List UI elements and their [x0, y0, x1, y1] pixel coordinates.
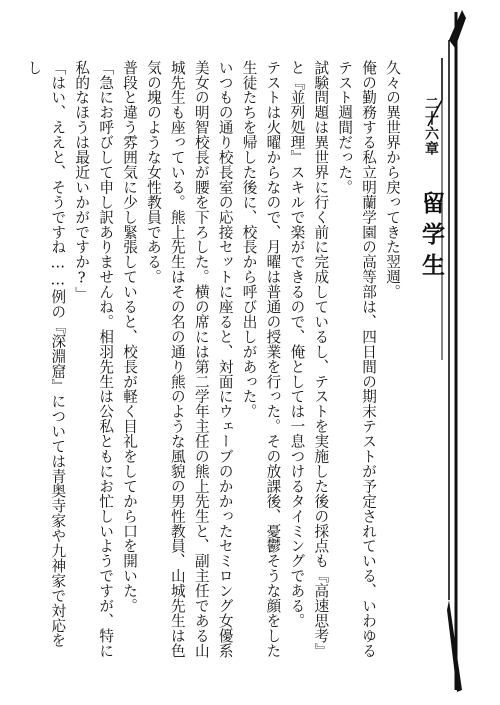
paragraph: 普段と違う雰囲気に少し緊張していると、校長が軽く目礼をしてから口を開いた。 [121, 60, 139, 614]
chapter-number: 二十六章 [423, 96, 439, 156]
paragraph: いつもの通り校長室の応接セットに座ると、対面にウェーブのかかったセミロング女優系美女の明智校長が腰を下ろした。横の席には第二学年主任の熊上先生と、副主任である山城先生も座っている。熊上先生はその名の通り熊のような風貌の男性教員、山城先生は色気の塊のような女性教員である。 [144, 60, 234, 658]
chapter-header [408, 96, 448, 356]
paragraph: 「急にお呼びして申し訳ありませんね。相羽先生は公私ともにお忙しいようですが、特に私的なほうは最近いかがですか?」 [73, 60, 115, 658]
paragraph: 「はい、ええと、そうですね……例の『深淵窟』については青奥寺家や九神家で対応をし [25, 60, 67, 648]
paragraph: 久々の異世界から戻ってきた翌週。 [384, 60, 401, 300]
paragraph: 試験問題は異世界に行く前に完成しているし、テストを実施した後の採点も『高速思考』と『並列処理』スキルで楽ができるので、俺としては一息つけるタイミングである。 [288, 60, 330, 658]
paragraph: テストは火曜からなので、月曜は普通の授業を行った。その放課後、憂鬱そうな顔をした生徒たちを帰した後に、校長から呼び出しがあった。 [240, 60, 282, 658]
body-text [0, 60, 404, 660]
chapter-title: 留学生 [418, 191, 445, 284]
paragraph: 俺の勤務する私立明蘭学園の高等部は、四日間の期末テストが予定されている、いわゆるテスト週間だった。 [336, 60, 378, 658]
